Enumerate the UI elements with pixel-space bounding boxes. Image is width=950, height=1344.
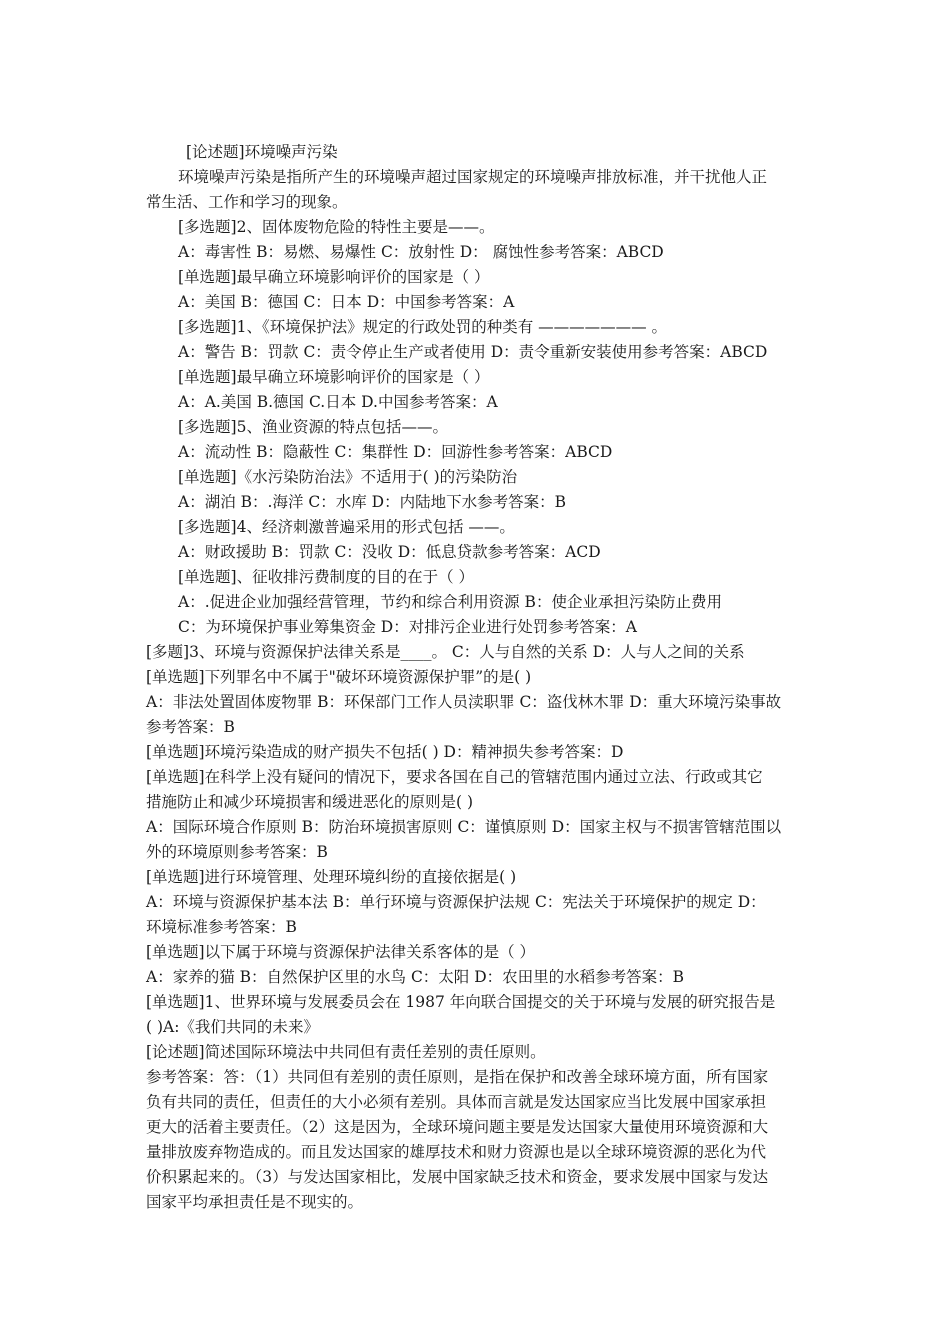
question-line: [多选题]2、固体废物危险的特性主要是——。 — [178, 218, 495, 236]
answer-line: A：警告 B：罚款 C：责令停止生产或者使用 D：责令重新安装使用参考答案：ABCD — [178, 343, 768, 361]
answer-line: A：A.美国 B.德国 C.日本 D.中国参考答案：A — [178, 393, 498, 411]
question-line: [多选题]4、经济刺激普遍采用的形式包括 ——。 — [178, 518, 515, 536]
answer-line: 参考答案：B — [146, 718, 235, 736]
answer-line: A：流动性 B：隐蔽性 C：集群性 D：回游性参考答案：ABCD — [178, 443, 613, 461]
essay-answer-line: 负有共同的责任，但责任的大小必须有差别。具体而言就是发达国家应当比发展中国家承担 — [146, 1093, 767, 1111]
text-line: 常生活、工作和学习的现象。 — [146, 193, 348, 211]
answer-line: A：毒害性 B：易燃、易爆性 C：放射性 D： 腐蚀性参考答案：ABCD — [178, 243, 664, 261]
question-line: [单选题]以下属于环境与资源保护法律关系客体的是（ ） — [146, 943, 536, 961]
answer-line: A：环境与资源保护基本法 B：单行环境与资源保护法规 C：宪法关于环境保护的规定 D： — [146, 893, 766, 911]
answer-line: A：.促进企业加强经营管理，节约和综合利用资源 B：使企业承担污染防止费用 — [178, 593, 722, 611]
question-line: [单选题]环境污染造成的财产损失不包括( ) D：精神损失参考答案：D — [146, 743, 624, 761]
essay-answer-line: 量排放废弃物造成的。而且发达国家的雄厚技术和财力资源也是以全球环境资源的恶化为代 — [146, 1143, 767, 1161]
question-line: [多题]3、环境与资源保护法律关系是____。 C：人与自然的关系 D：人与人之间的关系 — [146, 643, 745, 661]
question-line: [单选题]在科学上没有疑问的情况下，要求各国在自己的管辖范围内通过立法、行政或其它 — [146, 768, 763, 786]
question-line: [单选题]1、世界环境与发展委员会在 1987 年向联合国提交的关于环境与发展的研究报告是 — [146, 993, 776, 1011]
answer-line: 外的环境原则参考答案：B — [146, 843, 328, 861]
answer-line: A：湖泊 B：.海洋 C：水库 D：内陆地下水参考答案：B — [178, 493, 566, 511]
answer-line: 环境标准参考答案：B — [146, 918, 297, 936]
question-line: [单选题]下列罪名中不属于"破坏环境资源保护罪”的是( ) — [146, 668, 532, 686]
question-line: [多选题]5、渔业资源的特点包括——。 — [178, 418, 448, 436]
question-line: [单选题]进行环境管理、处理环境纠纷的直接依据是( ) — [146, 868, 517, 886]
question-line: 措施防止和减少环境损害和缓进恶化的原则是( ) — [146, 793, 474, 811]
essay-answer-line: 价积累起来的。（3）与发达国家相比，发展中国家缺乏技术和资金，要求发展中国家与发达 — [146, 1168, 769, 1186]
question-line: [单选题]、征收排污费制度的目的在于（ ） — [178, 568, 475, 586]
answer-line: A：非法处置固体废物罪 B：环保部门工作人员渎职罪 C：盗伐林木罪 D：重大环境污染事故 — [146, 693, 782, 711]
section-heading: [论述题]环境噪声污染 — [186, 143, 338, 161]
essay-answer-line: 更大的活着主要责任。（2）这是因为，全球环境问题主要是发达国家大量使用环境资源和大 — [146, 1118, 769, 1136]
text-line: 环境噪声污染是指所产生的环境噪声超过国家规定的环境噪声排放标准，并干扰他人正 — [178, 168, 768, 186]
question-line: [多选题]1、《环境保护法》规定的行政处罚的种类有 ——————— 。 — [178, 318, 668, 336]
question-line: [单选题]最早确立环境影响评价的国家是（ ） — [178, 268, 490, 286]
answer-line: A：家养的猫 B：自然保护区里的水鸟 C：太阳 D：农田里的水稻参考答案：B — [146, 968, 685, 986]
answer-line: A：财政援助 B：罚款 C：没收 D：低息贷款参考答案：ACD — [178, 543, 601, 561]
question-line: [单选题]《水污染防治法》不适用于( )的污染防治 — [178, 468, 518, 486]
essay-answer-line: 参考答案：答：（1）共同但有差别的责任原则，是指在保护和改善全球环境方面，所有国家 — [146, 1068, 769, 1086]
essay-answer-line: 国家平均承担责任是不现实的。 — [146, 1193, 364, 1211]
answer-line: A：美国 B：德国 C：日本 D：中国参考答案：A — [178, 293, 515, 311]
answer-line: A：国际环境合作原则 B：防治环境损害原则 C：谨慎原则 D：国家主权与不损害管辖范围以 — [146, 818, 782, 836]
answer-line: C：为环境保护事业筹集资金 D：对排污企业进行处罚参考答案：A — [178, 618, 637, 636]
answer-line: ( )A:《我们共同的未来》 — [146, 1018, 319, 1036]
question-line: [单选题]最早确立环境影响评价的国家是（ ） — [178, 368, 490, 386]
essay-heading: [论述题]简述国际环境法中共同但有责任差别的责任原则。 — [146, 1043, 546, 1061]
